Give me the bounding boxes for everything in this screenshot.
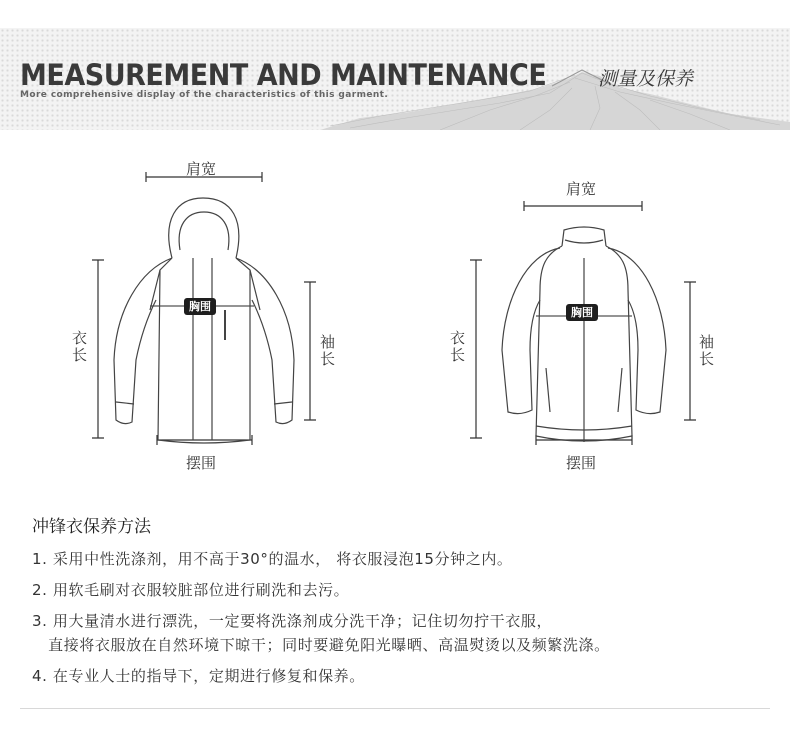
left-shoulder-label: 肩宽: [186, 160, 217, 178]
right-chest-tag: 胸围: [566, 304, 598, 321]
right-length-label: 衣长: [448, 330, 466, 364]
banner-title: MEASUREMENT AND MAINTENANCE: [20, 58, 547, 92]
care-line-4: 4. 在专业人士的指导下，定期进行修复和保养。: [32, 667, 365, 685]
header-banner: [0, 28, 790, 130]
care-title: 冲锋衣保养方法: [32, 517, 151, 537]
left-sleeve-label: 袖长: [318, 334, 336, 368]
care-line-3: 3. 用大量清水进行漂洗，一定要将洗涤剂成分洗干净；记住切勿拧干衣服，: [32, 612, 553, 630]
left-chest-tag: 胸围: [184, 298, 216, 315]
left-hem-label: 摆围: [186, 454, 217, 472]
banner-subtitle: More comprehensive display of the characteristics of this garment.: [20, 90, 389, 100]
right-hem-label: 摆围: [566, 454, 597, 472]
right-shoulder-label: 肩宽: [566, 180, 597, 198]
care-line-1: 1. 采用中性洗涤剂，用不高于30°的温水， 将衣服浸泡15分钟之内。: [32, 550, 513, 568]
fleece-jacket-drawing: [470, 201, 696, 445]
banner-title-cn: 测量及保养: [598, 68, 694, 90]
bottom-divider: [20, 708, 770, 709]
care-line-3-continued: 直接将衣服放在自然环境下晾干；同时要避免阳光曝晒、高温熨烫以及频繁洗涤。: [32, 636, 610, 654]
measurement-diagram: [0, 150, 790, 480]
right-sleeve-label: 袖长: [697, 334, 715, 368]
left-length-label: 衣长: [70, 330, 88, 364]
care-line-2: 2. 用软毛刷对衣服较脏部位进行刷洗和去污。: [32, 581, 350, 599]
